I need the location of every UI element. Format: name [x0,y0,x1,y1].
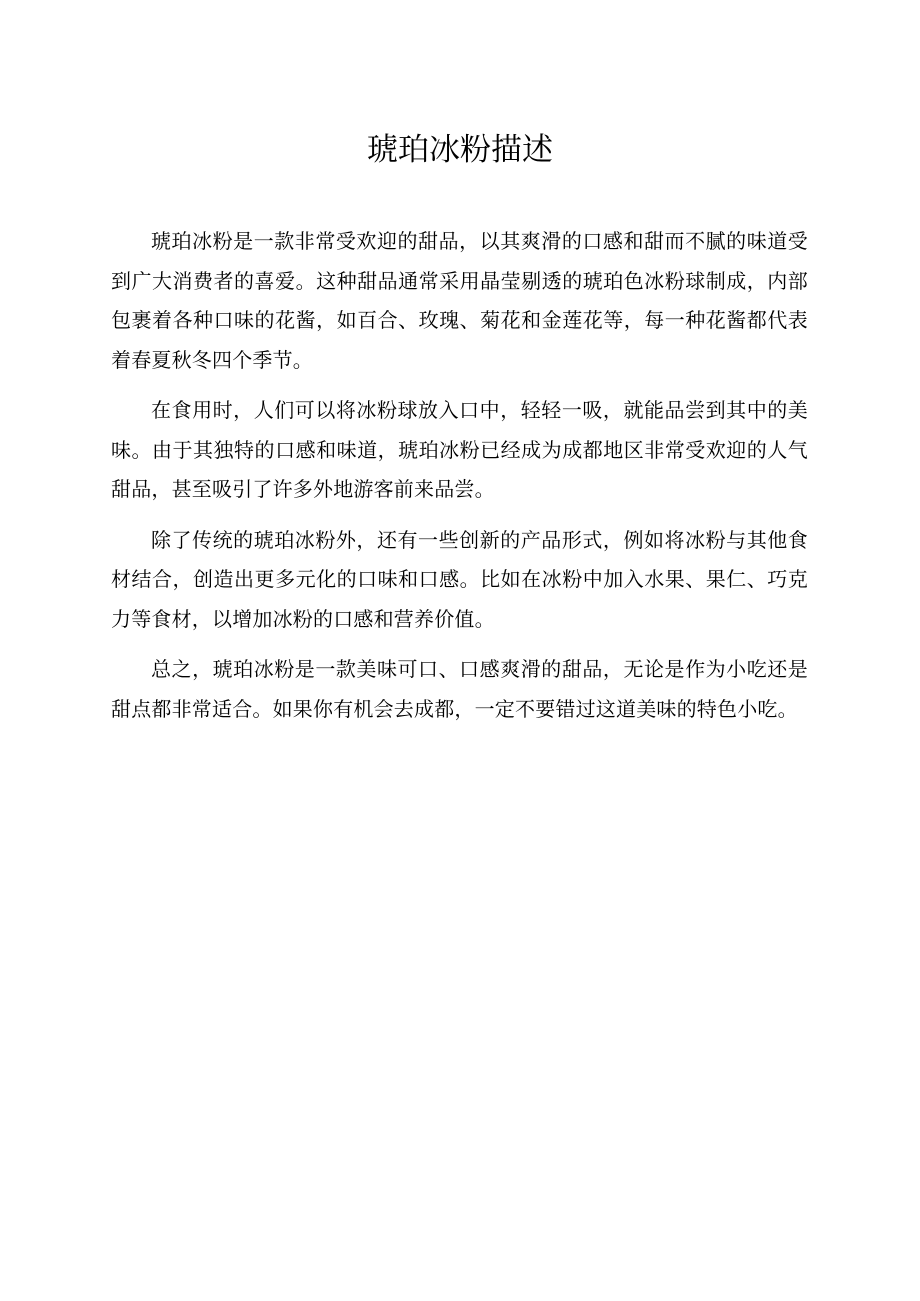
paragraph-2: 在食用时，人们可以将冰粉球放入口中，轻轻一吸，就能品尝到其中的美味。由于其独特的口感和味道，琥珀冰粉已经成为成都地区非常受欢迎的人气甜品，甚至吸引了许多外地游客前来品尝。 [111,398,808,501]
paragraph-1: 琥珀冰粉是一款非常受欢迎的甜品，以其爽滑的口感和甜而不腻的味道受到广大消费者的喜爱。这种甜品通常采用晶莹剔透的琥珀色冰粉球制成，内部包裹着各种口味的花酱，如百合、玫瑰、菊花和金莲花等，每一种花酱都代表着春夏秋冬四个季节。 [111,229,808,372]
paragraph-4: 总之，琥珀冰粉是一款美味可口、口感爽滑的甜品，无论是作为小吃还是甜点都非常适合。如果你有机会去成都，一定不要错过这道美味的特色小吃。 [111,657,808,721]
document-body [111,222,808,740]
paragraph-3: 除了传统的琥珀冰粉外，还有一些创新的产品形式，例如将冰粉与其他食材结合，创造出更多元化的口味和口感。比如在冰粉中加入水果、果仁、巧克力等食材，以增加冰粉的口感和营养价值。 [111,527,808,631]
document-title: 琥珀冰粉描述 [367,132,553,168]
